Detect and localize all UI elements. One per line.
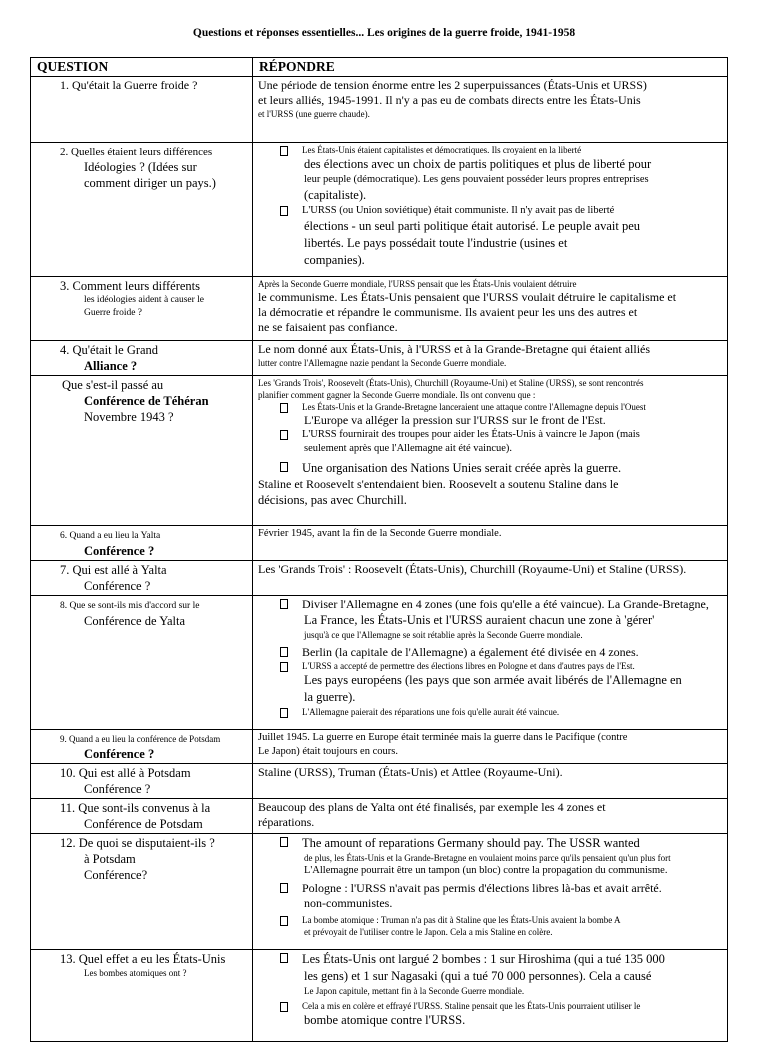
table-row	[31, 561, 728, 596]
question-text: Alliance ?	[84, 359, 138, 373]
checkbox-bullet-icon	[280, 599, 288, 609]
answer-cell	[253, 77, 728, 143]
question-text: Conférence ?	[84, 747, 155, 761]
answer-cell	[253, 277, 728, 341]
question-cell	[31, 596, 253, 730]
answer-line: libertés. Le pays possédait toute l'industrie (usines et	[304, 236, 568, 250]
question-text: 9. Quand a eu lieu la conférence de Potsdam	[60, 734, 221, 744]
answer-line: décisions, pas avec Churchill.	[258, 493, 407, 507]
question-text: Les bombes atomiques ont ?	[84, 968, 187, 978]
question-text: à Potsdam	[84, 852, 136, 866]
answer-line: La bombe atomique : Truman n'a pas dit à Staline que les États-Unis avaient la bombe A	[302, 915, 621, 925]
answer-line: Le nom donné aux États-Unis, à l'URSS et à la Grande-Bretagne qui étaient alliés	[258, 342, 651, 356]
question-cell	[31, 764, 253, 799]
bullet-item	[258, 144, 723, 156]
checkbox-bullet-icon	[280, 430, 288, 440]
table-row	[31, 77, 728, 143]
bullet-item	[258, 428, 723, 442]
question-cell	[31, 143, 253, 277]
question-cell	[31, 950, 253, 1042]
answer-line: Les pays européens (les pays que son armée avait libérés de l'Allemagne en	[304, 673, 682, 687]
answer-line: leur peuple (démocratique). Les gens pouvaient posséder leurs propres entreprises	[304, 174, 649, 185]
question-text: Conférence ?	[84, 544, 155, 558]
answer-line: planifier comment gagner la Seconde Guerre mondiale. Ils ont convenu que :	[258, 390, 536, 400]
answer-line: Les États-Unis et la Grande-Bretagne lanceraient une attaque contre l'Allemagne depuis l'Ouest	[302, 402, 646, 412]
checkbox-bullet-icon	[280, 403, 288, 413]
answer-line: La France, les États-Unis et l'URSS auraient chacun une zone à 'gérer'	[304, 613, 655, 627]
checkbox-bullet-icon	[280, 916, 288, 926]
question-cell	[31, 376, 253, 526]
bullet-item	[258, 460, 723, 477]
question-text: Conférence de Potsdam	[84, 817, 203, 831]
qa-table	[30, 57, 728, 1042]
checkbox-bullet-icon	[280, 883, 288, 893]
table-row	[31, 376, 728, 526]
answer-line: Après la Seconde Guerre mondiale, l'URSS pensait que les États-Unis voulaient détruire	[258, 279, 577, 289]
answer-cell	[253, 596, 728, 730]
question-text: Conférence de Téhéran	[84, 394, 209, 408]
bullet-item	[258, 597, 723, 612]
question-text: Que s'est-il passé au	[62, 378, 164, 392]
checkbox-bullet-icon	[280, 146, 288, 156]
table-row	[31, 341, 728, 376]
question-text: Conférence?	[84, 868, 148, 882]
answer-line: et prévoyait de l'utiliser contre le Japon. Cela a mis Staline en colère.	[304, 927, 553, 937]
table-row	[31, 950, 728, 1042]
question-text: Guerre froide ?	[84, 308, 143, 318]
answer-cell	[253, 561, 728, 596]
bullet-item	[258, 914, 723, 926]
question-text: 1. Qu'était la Guerre froide ?	[60, 78, 198, 92]
answer-line: Beaucoup des plans de Yalta ont été finalisés, par exemple les 4 zones et	[258, 800, 606, 814]
table-row	[31, 596, 728, 730]
table-row	[31, 730, 728, 764]
header-row	[31, 58, 728, 77]
answer-line: Février 1945, avant la fin de la Seconde Guerre mondiale.	[258, 528, 502, 539]
table-row	[31, 277, 728, 341]
answer-line: non-communistes.	[304, 896, 393, 910]
bullet-item	[258, 951, 723, 968]
question-text: Novembre 1943 ?	[84, 410, 174, 424]
answer-cell	[253, 764, 728, 799]
table-row	[31, 799, 728, 834]
table-row	[31, 143, 728, 277]
answer-line: élections - un seul parti politique était autorisé. Le peuple avait peu	[304, 219, 640, 233]
table-row	[31, 526, 728, 561]
bullet-item	[258, 706, 723, 718]
answer-line: L'URSS a accepté de permettre des élections libres en Pologne et dans d'autres pays de l'Est.	[302, 661, 635, 671]
answer-line: Les 'Grands Trois' : Roosevelt (États-Unis), Churchill (Royaume-Uni) et Staline (URSS).	[258, 562, 687, 576]
answer-line: Staline et Roosevelt s'entendaient bien. Roosevelt a soutenu Staline dans le	[258, 477, 619, 491]
answer-line: les gens) et 1 sur Nagasaki (qui a tué 70 000 personnes). Cela a causé	[304, 969, 652, 983]
answer-line: Cela a mis en colère et effrayé l'URSS. Staline pensait que les États-Unis pourraient utiliser le	[302, 1001, 641, 1011]
question-text: comment diriger un pays.)	[84, 176, 216, 190]
answer-cell	[253, 143, 728, 277]
answer-line: L'Europe va alléger la pression sur l'URSS sur le front de l'Est.	[304, 413, 606, 427]
answer-line: de plus, les États-Unis et la Grande-Bretagne en voulaient moins parce qu'ils pensaient qu'un plus fort	[304, 853, 671, 863]
answer-line: Juillet 1945. La guerre en Europe était terminée mais la guerre dans le Pacifique (contre	[258, 732, 628, 743]
bullet-item	[258, 401, 723, 413]
checkbox-bullet-icon	[280, 953, 288, 963]
question-text: 4. Qu'était le Grand	[60, 343, 159, 357]
question-text: les idéologies aident à causer le	[84, 295, 205, 305]
question-text: 2. Quelles étaient leurs différences	[60, 146, 213, 158]
answer-line: Berlin (la capitale de l'Allemagne) a également été divisée en 4 zones.	[302, 645, 639, 659]
answer-cell	[253, 376, 728, 526]
answer-line: Une période de tension énorme entre les 2 superpuissances (États-Unis et URSS)	[258, 78, 647, 92]
question-text: Conférence de Yalta	[84, 614, 186, 628]
answer-line: L'URSS fournirait des troupes pour aider les États-Unis à vaincre le Japon (mais	[302, 429, 640, 440]
answer-line: Staline (URSS), Truman (États-Unis) et Attlee (Royaume-Uni).	[258, 765, 563, 779]
question-cell	[31, 799, 253, 834]
answer-line: (capitaliste).	[304, 188, 367, 202]
answer-line: Le Japon capitule, mettant fin à la Seconde Guerre mondiale.	[304, 986, 525, 996]
checkbox-bullet-icon	[280, 462, 288, 472]
answer-line: Les États-Unis étaient capitalistes et démocratiques. Ils croyaient en la liberté	[302, 145, 582, 155]
answer-line: jusqu'à ce que l'Allemagne se soit rétablie après la Seconde Guerre mondiale.	[304, 630, 583, 640]
question-cell	[31, 341, 253, 376]
answer-line: Le Japon) était toujours en cours.	[258, 746, 398, 757]
header-question: QUESTION	[31, 58, 253, 77]
table-row	[31, 764, 728, 799]
answer-line: des élections avec un choix de partis politiques et plus de liberté pour	[304, 157, 652, 171]
answer-line: réparations.	[258, 815, 315, 829]
table-row	[31, 834, 728, 950]
answer-line: la guerre).	[304, 690, 356, 704]
answer-line: lutter contre l'Allemagne nazie pendant la Seconde Guerre mondiale.	[258, 358, 507, 368]
answer-line: Diviser l'Allemagne en 4 zones (une fois qu'elle a été vaincue). La Grande-Bretagne,	[302, 597, 709, 611]
answer-line: L'Allemagne paierait des réparations une fois qu'elle aurait été vaincue.	[302, 707, 560, 717]
answer-cell	[253, 526, 728, 561]
answer-line: L'Allemagne pourrait être un tampon (un bloc) contre la propagation du communisme.	[304, 865, 668, 876]
document-title: Questions et réponses essentielles... Les origines de la guerre froide, 1941-1958	[192, 27, 576, 39]
question-cell	[31, 730, 253, 764]
answer-cell	[253, 341, 728, 376]
answer-line: L'URSS (ou Union soviétique) était communiste. Il n'y avait pas de liberté	[302, 205, 615, 216]
question-text: 3. Comment leurs différents	[60, 279, 201, 293]
question-text: 7. Qui est allé à Yalta	[60, 563, 167, 577]
answer-cell	[253, 834, 728, 950]
bullet-item	[258, 204, 723, 218]
answer-cell	[253, 950, 728, 1042]
checkbox-bullet-icon	[280, 662, 288, 672]
question-text: Conférence ?	[84, 782, 151, 796]
question-cell	[31, 277, 253, 341]
answer-line: companies).	[304, 253, 365, 267]
header-answer: RÉPONDRE	[253, 58, 728, 77]
answer-cell	[253, 730, 728, 764]
answer-line: Une organisation des Nations Unies serait créée après la guerre.	[302, 461, 622, 475]
answer-line: Les États-Unis ont largué 2 bombes : 1 sur Hiroshima (qui a tué 135 000	[302, 952, 665, 966]
answer-line: la démocratie et répandre le communisme. Ils avaient peur les uns des autres et	[258, 305, 638, 319]
answer-line: et leurs alliés, 1945-1991. Il n'y a pas eu de combats directs entre les États-Unis	[258, 93, 641, 107]
bullet-item	[258, 835, 723, 852]
question-cell	[31, 561, 253, 596]
answer-line: Pologne : l'URSS n'avait pas permis d'élections libres là-bas et avait arrêté.	[302, 881, 662, 895]
checkbox-bullet-icon	[280, 1002, 288, 1012]
answer-cell	[253, 799, 728, 834]
answer-line: ne se faisaient pas confiance.	[258, 320, 398, 334]
answer-line: le communisme. Les États-Unis pensaient que l'URSS voulait détruire le capitalisme et	[258, 290, 677, 304]
bullet-item	[258, 1000, 723, 1012]
question-text: 11. Que sont-ils convenus à la	[60, 801, 211, 815]
checkbox-bullet-icon	[280, 837, 288, 847]
checkbox-bullet-icon	[280, 206, 288, 216]
question-text: 10. Qui est allé à Potsdam	[60, 766, 191, 780]
answer-line: The amount of reparations Germany should pay. The USSR wanted	[302, 836, 640, 850]
question-cell	[31, 77, 253, 143]
bullet-item	[258, 645, 723, 660]
question-cell	[31, 526, 253, 561]
answer-line: Les 'Grands Trois', Roosevelt (États-Unis), Churchill (Royaume-Uni) et Staline (URSS), se sont rencontrés	[258, 378, 644, 388]
checkbox-bullet-icon	[280, 647, 288, 657]
question-text: 13. Quel effet a eu les États-Unis	[60, 952, 226, 966]
question-text: 6. Quand a eu lieu la Yalta	[60, 531, 161, 541]
question-text: 12. De quoi se disputaient-ils ?	[60, 836, 215, 850]
answer-line: seulement après que l'Allemagne ait été vaincue).	[304, 443, 513, 454]
answer-line: bombe atomique contre l'URSS.	[304, 1013, 466, 1027]
checkbox-bullet-icon	[280, 708, 288, 718]
question-text: Conférence ?	[84, 579, 151, 593]
answer-line: et l'URSS (une guerre chaude).	[258, 109, 370, 119]
question-text: 8. Que se sont-ils mis d'accord sur le	[60, 601, 200, 611]
question-text: Idéologies ? (Idées sur	[84, 160, 197, 174]
bullet-item	[258, 660, 723, 672]
bullet-item	[258, 881, 723, 896]
question-cell	[31, 834, 253, 950]
